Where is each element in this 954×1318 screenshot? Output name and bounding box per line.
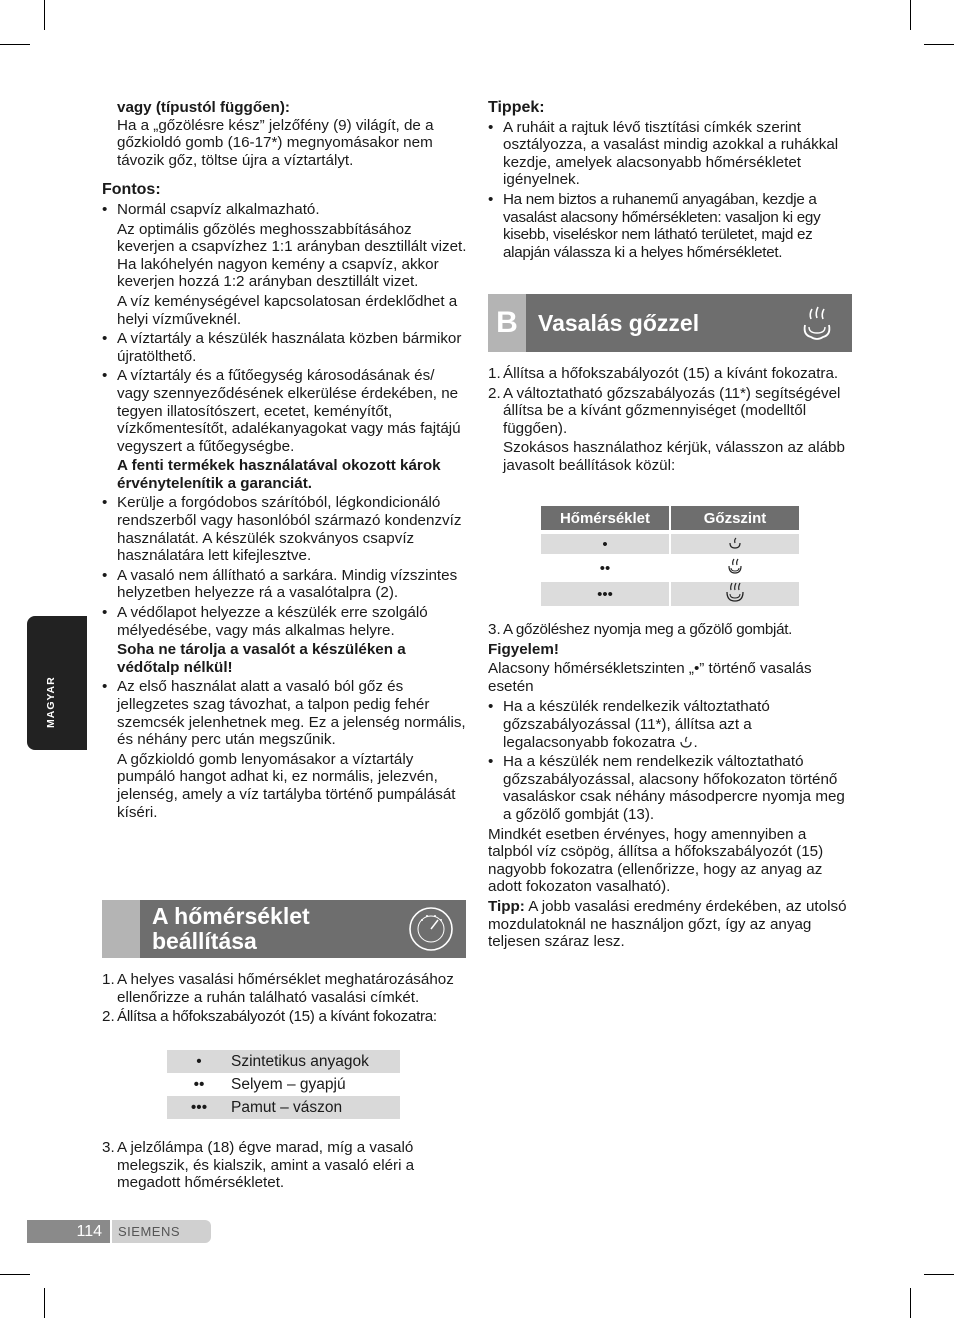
steam-continued (488, 621, 852, 951)
list-item (102, 1139, 467, 1192)
figyelem-text: Alacsony hőmérsékletszinten „•” történő vasalás esetén (488, 660, 812, 695)
column-header: Gőzszint (671, 506, 799, 530)
steam-level-1-icon (671, 534, 799, 554)
step-number: 3. (488, 621, 501, 638)
list-item (102, 1008, 467, 1026)
crop-mark (910, 0, 911, 30)
brand-name: SIEMENS (112, 1220, 211, 1243)
bullet-text: Az optimális gőzölés meghosszabbításához keverjen a csapvízhez 1:1 arányban desztillált vizet. Ha lakóhelyén nagyon kemény a csapvíz, akkor keverjen hozzá 1:2 arányban desztillált vizet. (117, 220, 467, 291)
tips-heading: Tippek: (488, 99, 545, 116)
step-number: 1. (488, 365, 501, 382)
temperature-list-cont (102, 1139, 467, 1192)
temp-label: Selyem – gyapjú (231, 1075, 346, 1093)
steam-icon (792, 298, 842, 348)
section-title-line: A hőmérséklet (152, 903, 310, 929)
list-item (488, 119, 852, 189)
steam-table (541, 502, 799, 610)
step-number: 2. (102, 1008, 115, 1026)
step-number: 1. (102, 971, 115, 988)
list-item (488, 698, 852, 751)
crop-mark (44, 0, 45, 30)
both-cases-text: Mindkét esetben érvényes, hogy amennyiben a talpból víz csöpög, állítsa a hőfokszabályozót (15) nagyobb fokozatra (ellenőrizze, hogy az anyag az adott fokozaton vasalható). (488, 825, 824, 896)
step-number: 2. (488, 384, 501, 402)
language-tab-label: MAGYAR (45, 676, 57, 728)
temperature-steps (102, 971, 467, 1028)
crop-mark (0, 44, 30, 45)
bullet-text: • Kerülje a forgódobos szárítóból, légkondicionáló rendszerből vagy hasonlóból származó kondenzvíz használatát. A készülék szokványos csapvíz használatára lett kifejlesztve. (117, 494, 462, 565)
list-item (102, 201, 467, 328)
warranty-warning: A fenti termékek használatával okozott károk érvénytelenítik a garanciát. (117, 457, 441, 492)
temp-dots: • (541, 534, 671, 554)
tip-paragraph (488, 898, 852, 951)
step-text: A jelzőlámpa (18) égve marad, míg a vasaló melegszik, és kialszik, amint a vasaló eléri a megadott hőmérsékletet. (117, 1139, 415, 1192)
list-item (488, 365, 852, 383)
crop-mark (0, 1274, 30, 1275)
bullet-text-end: . (693, 733, 698, 751)
table-row (541, 534, 799, 554)
bullet-text: A víz keménységével kapcsolatosan érdeklődhet a helyi vízműveknél. (117, 292, 458, 328)
temperature-dial-icon (406, 904, 456, 954)
steam-level-3-icon (671, 582, 799, 606)
crop-mark (924, 1274, 954, 1275)
step-text: Állítsa a hőfokszabályozót (15) a kívánt fokozatra. (503, 365, 839, 382)
column-header: Hőmérséklet (541, 506, 671, 530)
step-text: A változtatható gőzszabályozás (11*) segítségével állítsa be a kívánt gőzmennyiséget (modelltől függően). (503, 384, 841, 437)
temp-label: Pamut – vászon (231, 1096, 400, 1119)
step-text: A gőzöléshez nyomja meg a gőzölő gombját. (503, 621, 793, 638)
bullet-text: • A védőlapot helyezze a készülék erre szolgáló mélyedésébe, vagy más alkalmas helyre. (117, 604, 428, 639)
list-item (102, 678, 467, 821)
bullet-text: • A vasaló nem állítható a sarkára. Mindig vízszintes helyzetben helyezze rá a vasalótalpra (2). (117, 566, 458, 602)
bullet-text: A gőzkioldó gomb lenyomásakor a víztartály pumpáló hangot adhat ki, ez normális, jelezvén, jelenség, amely a víz tartályba történő pumpálását kíséri. (117, 750, 456, 821)
bullet-text: • Ha a készülék nem rendelkezik változtatható gőzszabályozással, alacsony hőfokozaton történő vasaláskor csak néhány másodpercre nyomja meg a gőzölő gombját (13). (503, 753, 845, 823)
bullet-text: • A víztartály a készülék használata közben bármikor újratölthető. (117, 330, 462, 365)
bullet-text: • Normál csapvíz alkalmazható. (117, 200, 320, 218)
table-row (541, 582, 799, 606)
temp-label: Szintetikus anyagok (231, 1050, 400, 1073)
figyelem-list (488, 698, 852, 823)
intro-text: Ha a „gőzölésre kész” jelzőfény (9) világít, de a gőzkioldó gomb (16-17*) megnyomásakor nem távozik gőz, töltse újra a víztartályt. (117, 116, 434, 169)
section-title-line: beállítása (152, 928, 257, 954)
table-row (167, 1050, 400, 1073)
temp-dots: •• (541, 558, 671, 578)
crop-mark (44, 1288, 45, 1318)
temp-dots: ••• (167, 1096, 231, 1119)
bullet-text: • A víztartály és a fűtőegység károsodásának és/ vagy szennyeződésének elkerülése érdekében, ne tegyen illatosítószert, ecetet, keményítőt, vízkőmentesítőt, adalékanyagokat vagy más fajtájú vegyszert a fűtőegységbe. (117, 367, 461, 455)
section-title: Vasalás gőzzel (538, 309, 700, 336)
temperature-list (102, 971, 467, 1026)
list-item (102, 367, 467, 492)
bullet-text: • Az első használat alatt a vasaló ból gőz és jellegzetes szag távozhat, a talpon pedig fehér szemcsék jelenhetnek meg. Ez a jelenség normális, és néhány perc után megszűnik. (117, 678, 466, 749)
list-item (102, 604, 467, 676)
step-text: Szokásos használathoz kérjük, válasszon az alább javasolt beállítások közül: (503, 439, 845, 474)
temp-dots: ••• (541, 582, 671, 606)
list-item (488, 385, 852, 475)
list-item (488, 753, 852, 823)
tips-list (488, 119, 852, 262)
right-column (488, 99, 852, 263)
left-column (102, 99, 467, 823)
table-row (541, 558, 799, 578)
language-tab (27, 616, 87, 750)
section-title (140, 904, 406, 954)
steam-steps (488, 365, 852, 477)
crop-mark (910, 1288, 911, 1318)
list-item (102, 567, 467, 602)
page-footer (27, 1220, 211, 1243)
list-item (488, 621, 852, 639)
list-item (102, 494, 467, 564)
step-number: 3. (102, 1139, 115, 1156)
storage-warning: Soha ne tárolja a vasalót a készüléken a védőtalp nélkül! (117, 641, 406, 676)
list-item (488, 191, 852, 261)
section-letter: B (488, 294, 526, 352)
temp-dots: •• (193, 1075, 205, 1093)
steam-level-2-icon (671, 558, 799, 578)
step-text: Állítsa a hőfokszabályozót (15) a kívánt fokozatra: (117, 1008, 437, 1026)
temperature-table (167, 1050, 400, 1119)
section-header-temperature (102, 900, 466, 958)
figyelem-heading: Figyelem! (488, 640, 559, 658)
steam-list-cont (488, 621, 852, 639)
bullet-text: Ha a készülék rendelkezik változtatható gőzszabályozással (11*), állítsa azt a legalacsonyabb fokozatra (503, 698, 770, 751)
table-header-row (541, 506, 799, 530)
list-item (102, 971, 467, 1006)
page-number: 114 (27, 1220, 110, 1243)
fontos-list (102, 201, 467, 821)
table-row (167, 1096, 400, 1119)
bullet-text: • Ha nem biztos a ruhanemű anyagában, kezdje a vasalást alacsony hőmérsékleten: vasaljon ki egy kisebb, viseléskor nem látható területet, majd ez alapján válassza ki a helyes hőmérsékletet. (503, 190, 821, 261)
bullet-text: • A ruháit a rajtuk lévő tisztítási címkék szerint osztályozza, a vasalást mindig azokkal a ruhákkal kezdje, amelyek alacsonyabb hőmérsékletet igényelnek. (503, 118, 839, 189)
list-item (102, 330, 467, 365)
section-header-steam (488, 294, 852, 352)
fontos-heading: Fontos: (102, 181, 161, 199)
intro-heading: vagy (típustól függően): (117, 99, 290, 116)
tip-label: Tipp: (488, 897, 525, 915)
crop-mark (924, 44, 954, 45)
steam-level-1-icon (679, 736, 693, 748)
step-text: A helyes vasalási hőmérséklet meghatározásához ellenőrizze a ruhán található vasalási címkét. (117, 971, 454, 1006)
steam-list (488, 365, 852, 475)
tip-text: A jobb vasalási eredmény érdekében, az utolsó mozdulatoknál ne használjon gőzt, így az anyag teljesen száraz lesz. (488, 897, 847, 951)
temp-dots: • (167, 1050, 231, 1073)
temperature-step3 (102, 1139, 467, 1194)
table-row (167, 1073, 400, 1096)
section-marker (102, 900, 140, 958)
